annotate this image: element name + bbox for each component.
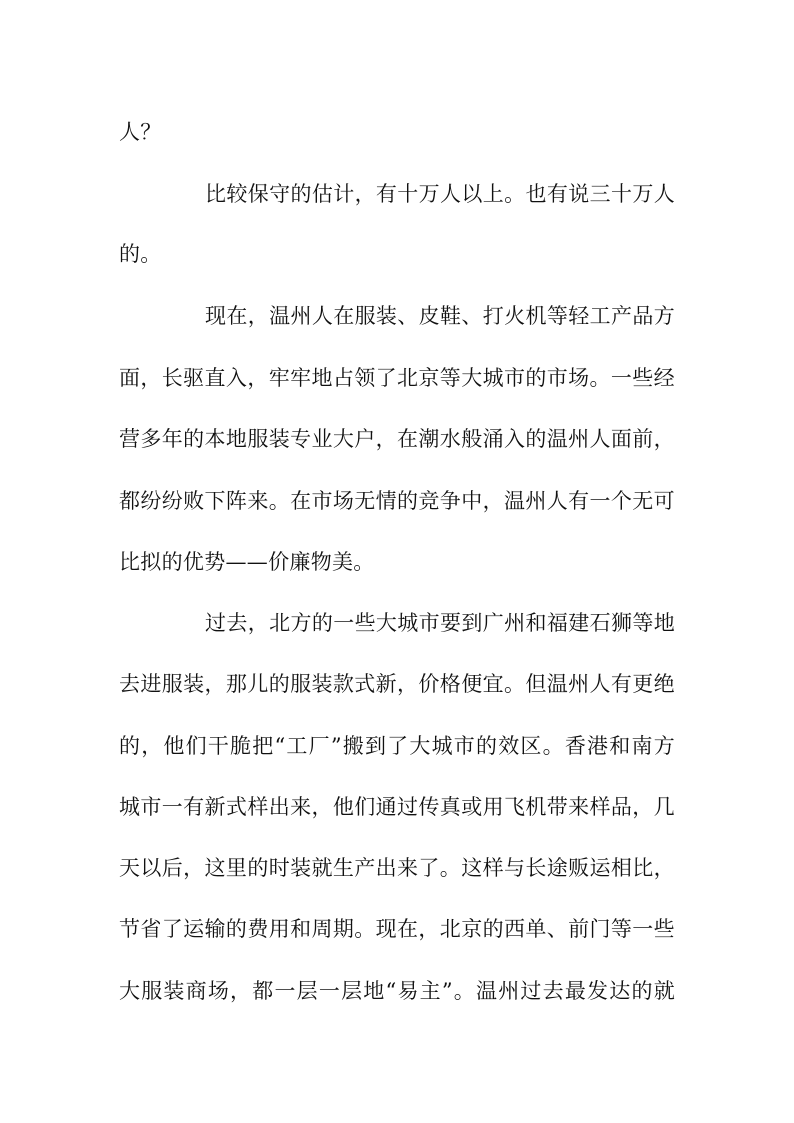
text-line: 的。: [119, 242, 162, 266]
paragraph-first-line: 比较保守的估计，有十万人以上。也有说三十万人: [205, 182, 675, 206]
text-line: 城市一有新式样出来，他们通过传真或用飞机带来样品，几: [119, 795, 675, 819]
paragraph-first-line: 过去，北方的一些大城市要到广州和福建石狮等地: [205, 611, 675, 635]
text-line: 比拟的优势——价廉物美。: [119, 550, 375, 574]
text-line: 人？: [119, 120, 162, 144]
text-line: 面，长驱直入，牢牢地占领了北京等大城市的市场。一些经: [119, 366, 675, 390]
text-line: 天以后，这里的时装就生产出来了。这样与长途贩运相比，: [119, 856, 675, 880]
text-line: 大服装商场，都一层一层地“易主”。温州过去最发达的就: [119, 979, 675, 1003]
text-line: 节省了运输的费用和周期。现在，北京的西单、前门等一些: [119, 917, 675, 941]
paragraph-first-line: 现在，温州人在服装、皮鞋、打火机等轻工产品方: [205, 304, 675, 328]
text-line: 都纷纷败下阵来。在市场无情的竞争中，温州人有一个无可: [119, 489, 675, 513]
text-line: 去进服装，那儿的服装款式新，价格便宜。但温州人有更绝: [119, 672, 675, 696]
text-line: 的，他们干脆把“工厂”搬到了大城市的效区。香港和南方: [119, 734, 675, 758]
text-line: 营多年的本地服装专业大户，在潮水般涌入的温州人面前，: [119, 427, 675, 451]
